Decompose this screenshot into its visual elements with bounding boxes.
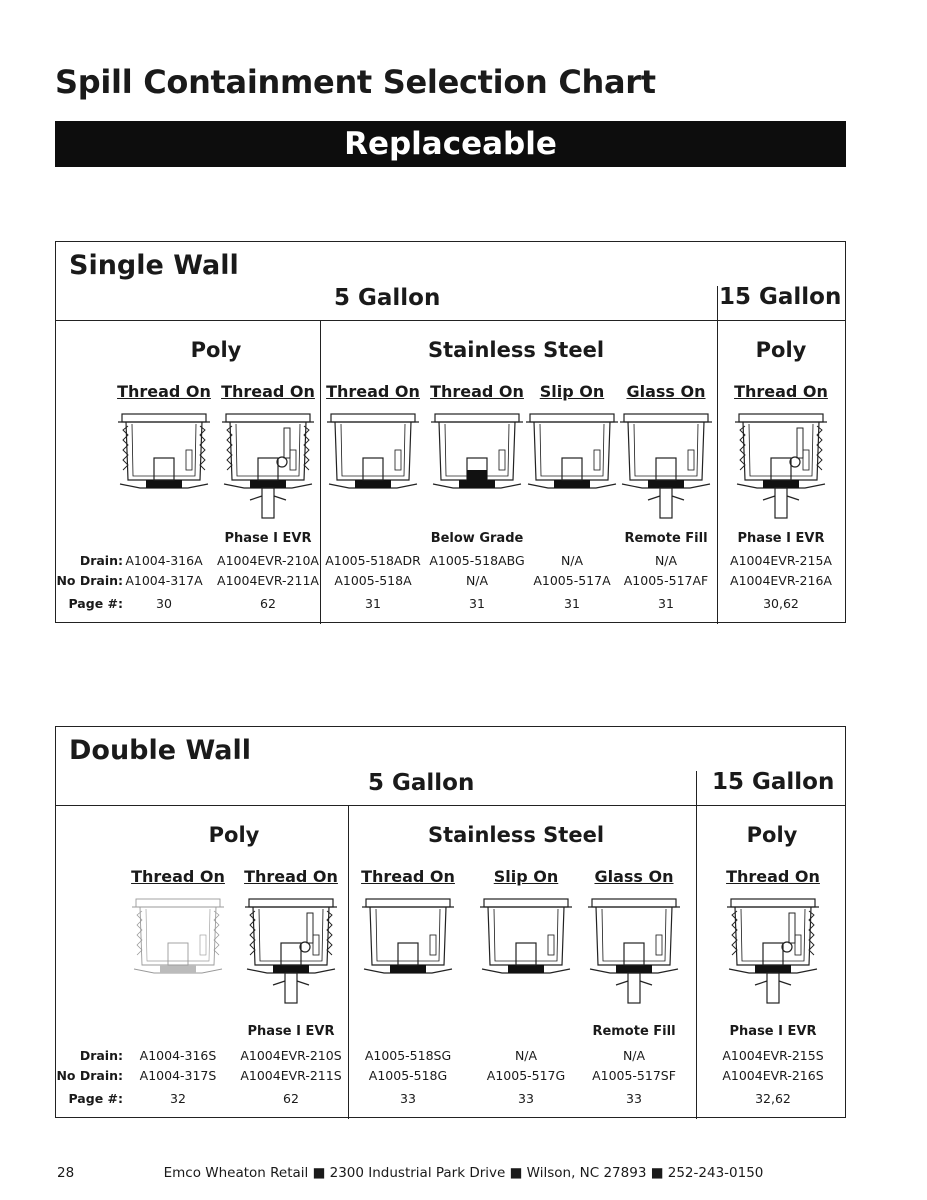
single-col-3-spill-container-drawing — [429, 410, 525, 524]
double-col-3-spill-container-drawing — [478, 895, 574, 1009]
replaceable-banner: Replaceable — [55, 121, 846, 167]
single-col-2-mount-type: Thread On — [326, 382, 420, 401]
double-col-4-page-ref: 33 — [626, 1091, 642, 1106]
double-group-stainless-steel: Stainless Steel — [427, 823, 605, 847]
double-col-2-page-ref: 33 — [400, 1091, 416, 1106]
single-wall-section — [55, 241, 846, 623]
single-col-3-drain-part: A1005-518ABG — [429, 553, 525, 568]
single-group-stainless-steel: Stainless Steel — [427, 338, 605, 362]
single-col-4-nodrain-part: A1005-517A — [533, 573, 611, 588]
double-col-2-mount-type: Thread On — [361, 867, 455, 886]
single-col-4-page-ref: 31 — [564, 596, 580, 611]
double-col-5-nodrain-part: A1004EVR-216S — [722, 1068, 824, 1083]
single-col-2-page-ref: 31 — [365, 596, 381, 611]
footer-address: Emco Wheaton Retail ■ 2300 Industrial Park Drive ■ Wilson, NC 27893 ■ 252-243-0150 — [163, 1165, 764, 1181]
double-5-gallon-label: 5 Gallon — [368, 770, 475, 796]
double-col-4-subtitle: Remote Fill — [592, 1024, 676, 1039]
single-col-5-mount-type: Glass On — [626, 382, 706, 401]
double-wall-section — [55, 726, 846, 1118]
single-header-divider — [717, 286, 718, 321]
single-col-3-nodrain-part: N/A — [465, 573, 489, 588]
single-col-1-mount-type: Thread On — [221, 382, 315, 401]
double-group-poly-5: Poly — [208, 823, 260, 847]
double-col-1-subtitle: Phase I EVR — [247, 1024, 335, 1039]
single-5-gallon-label: 5 Gallon — [334, 285, 441, 311]
single-col-5-page-ref: 31 — [658, 596, 674, 611]
single-col-1-subtitle: Phase I EVR — [224, 531, 312, 546]
double-col-5-page-ref: 32,62 — [755, 1091, 791, 1106]
double-col-5-subtitle: Phase I EVR — [729, 1024, 817, 1039]
double-group-poly-15: Poly — [746, 823, 798, 847]
single-col-0-drain-part: A1004-316A — [125, 553, 203, 568]
single-nodrain-label: No Drain: — [56, 573, 123, 588]
double-nodrain-label: No Drain: — [56, 1068, 123, 1083]
double-col-0-page-ref: 32 — [170, 1091, 186, 1106]
double-col-5-spill-container-drawing — [725, 895, 821, 1009]
double-col-3-nodrain-part: A1005-517G — [486, 1068, 566, 1083]
double-col-4-mount-type: Glass On — [594, 867, 674, 886]
double-col-1-page-ref: 62 — [283, 1091, 299, 1106]
single-col-2-spill-container-drawing — [325, 410, 421, 524]
single-col-5-spill-container-drawing — [618, 410, 714, 524]
single-wall-heading: Single Wall — [69, 250, 239, 281]
single-col-1-page-ref: 62 — [260, 596, 276, 611]
single-col-6-subtitle: Phase I EVR — [737, 531, 825, 546]
single-col-6-page-ref: 30,62 — [763, 596, 799, 611]
double-col-3-page-ref: 33 — [518, 1091, 534, 1106]
single-page-label: Page #: — [68, 596, 123, 611]
double-col-2-spill-container-drawing — [360, 895, 456, 1009]
single-wall-header — [56, 242, 845, 321]
double-col-4-nodrain-part: A1005-517SF — [592, 1068, 676, 1083]
double-15-gallon-label: 15 Gallon — [712, 769, 835, 795]
double-col-0-mount-type: Thread On — [131, 867, 225, 886]
single-col-5-drain-part: N/A — [654, 553, 678, 568]
single-drain-label: Drain: — [79, 553, 123, 568]
single-col-5-nodrain-part: A1005-517AF — [623, 573, 709, 588]
double-col-4-spill-container-drawing — [586, 895, 682, 1009]
single-col-4-mount-type: Slip On — [539, 382, 605, 401]
single-col-0-spill-container-drawing — [116, 410, 212, 524]
double-col-0-nodrain-part: A1004-317S — [139, 1068, 217, 1083]
single-col-3-mount-type: Thread On — [430, 382, 524, 401]
double-col-2-drain-part: A1005-518SG — [364, 1048, 452, 1063]
single-col-2-drain-part: A1005-518ADR — [325, 553, 421, 568]
single-col-0-mount-type: Thread On — [117, 382, 211, 401]
single-group-poly-15: Poly — [755, 338, 807, 362]
double-page-label: Page #: — [68, 1091, 123, 1106]
single-col-4-drain-part: N/A — [560, 553, 584, 568]
single-col-6-spill-container-drawing — [733, 410, 829, 524]
double-col-1-mount-type: Thread On — [244, 867, 338, 886]
single-col-6-drain-part: A1004EVR-215A — [730, 553, 832, 568]
single-col-0-page-ref: 30 — [156, 596, 172, 611]
double-header-divider — [696, 771, 697, 806]
single-col-1-nodrain-part: A1004EVR-211A — [217, 573, 319, 588]
single-col-3-page-ref: 31 — [469, 596, 485, 611]
double-col-5-drain-part: A1004EVR-215S — [722, 1048, 824, 1063]
single-col-6-mount-type: Thread On — [734, 382, 828, 401]
single-col-1-drain-part: A1004EVR-210A — [217, 553, 319, 568]
single-15-gallon-label: 15 Gallon — [719, 284, 842, 310]
double-col-1-spill-container-drawing — [243, 895, 339, 1009]
single-col-4-spill-container-drawing — [524, 410, 620, 524]
double-col-5-mount-type: Thread On — [726, 867, 820, 886]
double-wall-heading: Double Wall — [69, 735, 252, 766]
single-col-1-spill-container-drawing — [220, 410, 316, 524]
single-group-poly-5: Poly — [190, 338, 242, 362]
single-col-0-nodrain-part: A1004-317A — [125, 573, 203, 588]
double-col-0-drain-part: A1004-316S — [139, 1048, 217, 1063]
single-col-5-subtitle: Remote Fill — [624, 531, 708, 546]
double-col-2-nodrain-part: A1005-518G — [368, 1068, 448, 1083]
single-col-6-nodrain-part: A1004EVR-216A — [730, 573, 832, 588]
page-title: Spill Containment Selection Chart — [55, 63, 656, 101]
double-col-4-drain-part: N/A — [622, 1048, 646, 1063]
single-col-2-nodrain-part: A1005-518A — [334, 573, 412, 588]
double-col-3-drain-part: N/A — [514, 1048, 538, 1063]
double-col-3-mount-type: Slip On — [493, 867, 559, 886]
double-col-1-nodrain-part: A1004EVR-211S — [240, 1068, 342, 1083]
double-drain-label: Drain: — [79, 1048, 123, 1063]
single-col-3-subtitle: Below Grade — [430, 531, 524, 546]
double-col-0-spill-container-drawing — [130, 895, 226, 1009]
double-wall-header — [56, 727, 845, 806]
double-divider-steel-poly — [696, 806, 697, 1119]
double-col-1-drain-part: A1004EVR-210S — [240, 1048, 342, 1063]
page-number: 28 — [57, 1165, 75, 1181]
